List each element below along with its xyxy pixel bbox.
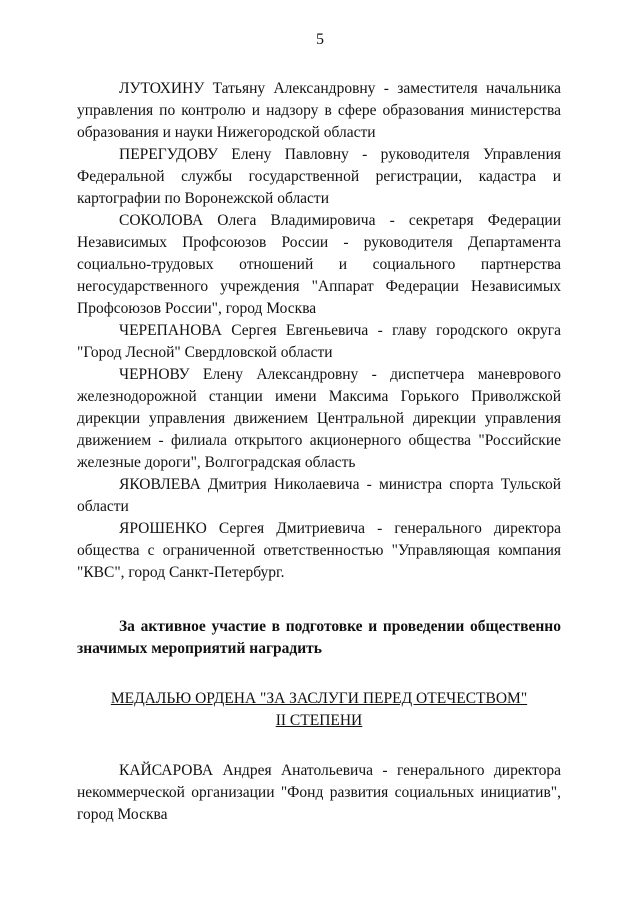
section-intro: За активное участие в подготовке и проведении общественно значимых мероприятий наградить [77,618,561,657]
awardee-paragraph: КАЙСАРОВА Андрея Анатольевича - генерального директора некоммерческой организации "Фонд развития социальных инициатив", город Москва [77,762,561,823]
entry-paragraph: ЯРОШЕНКО Сергея Дмитриевича - генерального директора общества с ограниченной ответственностью "Управляющая компания "КВС", город Санкт-Петербург. [77,520,561,581]
awardee-list [77,760,561,826]
page-number: 5 [316,31,324,48]
entry-paragraph: ЧЕРЕПАНОВА Сергея Евгеньевича - главу городского округа "Город Лесной" Свердловской области [77,322,561,361]
entry-paragraph: ЧЕРНОВУ Елену Александровну - диспетчера маневрового железнодорожной станции имени Максима Горького Приволжской дирекции управления движением Центральной дирекции управления движением - филиала открытого акционерного общества "Российские железные дороги", Волгоградская область [77,366,561,471]
entry-paragraph: ЛУТОХИНУ Татьяну Александровну - заместителя начальника управления по контролю и надзору в сфере образования министерства образования и науки Нижегородской области [77,80,561,141]
award-heading-line: II СТЕПЕНИ [275,712,363,729]
entry-paragraph: СОКОЛОВА Олега Владимировича - секретаря Федерации Независимых Профсоюзов России - руководителя Департамента социально-трудовых отношений и социального партнерства негосударственного учреждения "Аппарат Федерации Независимых Профсоюзов России", город Москва [77,212,561,317]
award-heading-line: МЕДАЛЬЮ ОРДЕНА "ЗА ЗАСЛУГИ ПЕРЕД ОТЕЧЕСТВОМ" [110,690,528,707]
document-body [77,78,561,826]
entry-paragraph: ПЕРЕГУДОВУ Елену Павловну - руководителя Управления Федеральной службы государственной регистрации, кадастра и картографии по Воронежской области [77,146,561,207]
award-heading [77,688,561,732]
entry-paragraph: ЯКОВЛЕВА Дмитрия Николаевича - министра спорта Тульской области [77,476,561,515]
